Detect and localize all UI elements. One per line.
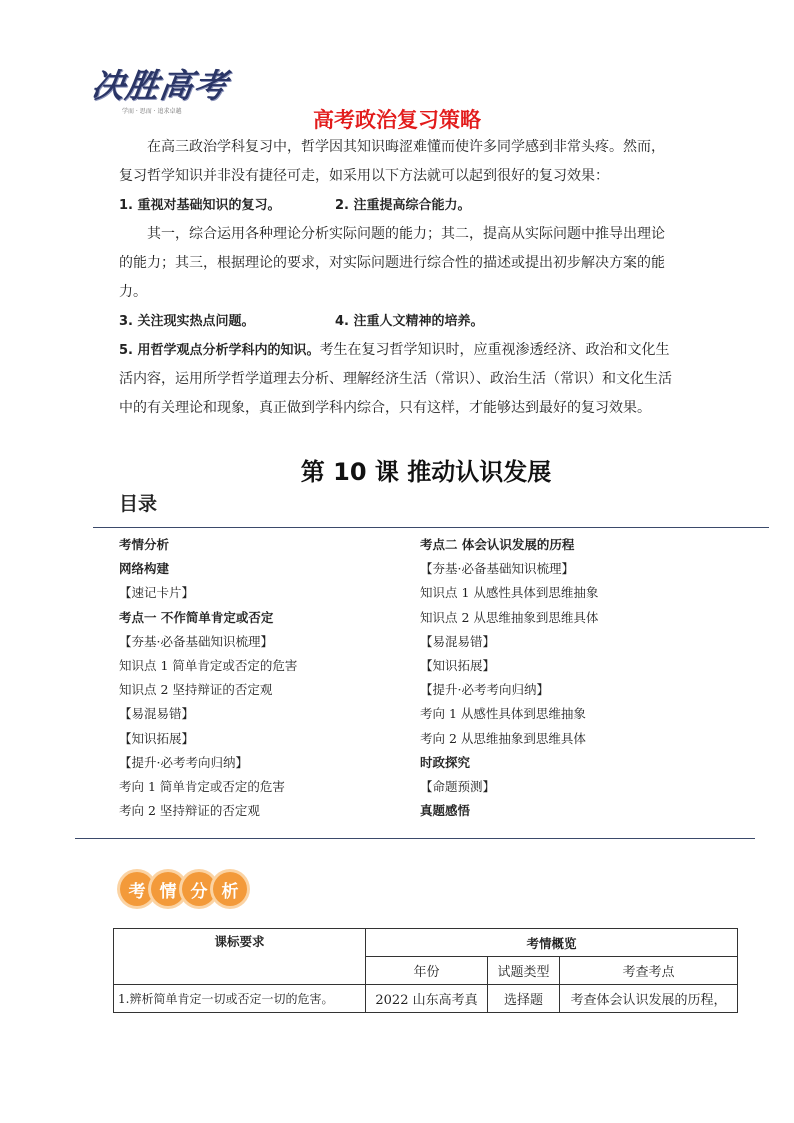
intro-section [119,133,675,423]
cell-point: 考查体会认识发展的历程， [560,985,738,1013]
divider-top [93,527,769,528]
toc-item[interactable]: 【夯基·必备基础知识梳理】 [119,633,273,649]
lesson-title: 第 10 课 推动认识发展 [300,458,552,486]
method-item-5-text: 考生在复习哲学知识时，应重视渗透经济、政治和文化生活内容，运用所学哲学道理去分析、理解经济生活（常识）、政治生活（常识）和文化生活中的有关理论和现象，真正做到学科内综合，只有这样，才能够达到最好的复习效果。 [119,342,672,416]
toc-right-column [420,533,598,823]
method-row-2 [119,307,675,336]
method-item-3: 3. 关注现实热点问题。 [119,314,255,329]
exam-analysis-table [113,928,738,1013]
badge-char: 分 [182,872,216,906]
header-overview: 考情概览 [366,929,738,957]
toc-heading: 目录 [119,493,158,515]
method-item-1: 1. 重视对基础知识的复习。 [119,198,281,213]
toc-item[interactable]: 【命题预测】 [420,779,496,795]
toc-item[interactable]: 考向 1 简单肯定或否定的危害 [119,779,285,795]
header-requirements: 课标要求 [114,929,366,985]
table-row [114,985,738,1013]
toc-item[interactable]: 考向 2 从思维抽象到思维具体 [420,730,586,746]
toc-item[interactable]: 考点二 体会认识发展的历程 [420,537,575,552]
cell-requirement: 1.辨析简单肯定一切或否定一切的危害。 [114,985,366,1013]
toc-item[interactable]: 考向 2 坚持辩证的否定观 [119,803,260,819]
page-title: 高考政治复习策略 [313,108,481,132]
toc-item[interactable]: 时政探究 [420,754,471,770]
toc-item[interactable]: 【提升·必考考向归纳】 [119,754,248,770]
toc-item[interactable]: 知识点 2 从思维抽象到思维具体 [420,609,599,625]
header-question-type: 试题类型 [488,957,560,985]
toc-item[interactable]: 知识点 1 简单肯定或否定的危害 [119,658,298,674]
toc-left-column [119,533,297,823]
toc-item[interactable]: 真题感悟 [420,803,471,819]
intro-paragraph-2: 其一，综合运用各种理论分析实际问题的能力；其二，提高从实际问题中推导出理论的能力；其三，根据理论的要求，对实际问题进行综合性的描述或提出初步解决方案的能力。 [119,226,665,300]
toc-item[interactable]: 考情分析 [119,537,170,552]
logo-subtitle: 学而 · 思而 · 追求卓越 [122,108,182,115]
method-item-2: 2. 注重提高综合能力。 [335,198,471,213]
toc-item[interactable]: 考向 1 从感性具体到思维抽象 [420,706,586,722]
cell-year: 2022 山东高考真 [366,985,488,1013]
toc-item[interactable]: 网络构建 [119,561,170,577]
toc-item[interactable]: 【速记卡片】 [119,585,195,601]
cell-type: 选择题 [488,985,560,1013]
badge-char: 考 [120,872,154,906]
method-row-1 [119,191,675,220]
section-badge-exam-analysis [120,870,244,908]
badge-char: 析 [213,872,247,906]
divider-bottom [75,838,755,839]
intro-paragraph-1: 在高三政治学科复习中，哲学因其知识晦涩难懂而使许多同学感到非常头疼。然而，复习哲学知识并非没有捷径可走，如采用以下方法就可以起到很好的复习效果： [119,139,665,184]
toc-item[interactable]: 【夯基·必备基础知识梳理】 [420,561,574,577]
method-item-5: 5. 用哲学观点分析学科内的知识。 [119,343,320,358]
toc-item[interactable]: 【知识拓展】 [420,658,496,674]
header-year: 年份 [366,957,488,985]
toc-item[interactable]: 【知识拓展】 [119,730,195,746]
toc-item[interactable]: 考点一 不作简单肯定或否定 [119,609,274,625]
toc-item[interactable]: 【易混易错】 [420,633,496,649]
intro-paragraph-3 [119,336,675,423]
header-exam-point: 考查考点 [560,957,738,985]
toc-item[interactable]: 知识点 1 从感性具体到思维抽象 [420,585,599,601]
badge-char: 情 [151,872,185,906]
method-item-4: 4. 注重人文精神的培养。 [335,314,484,329]
toc-item[interactable]: 【提升·必考考向归纳】 [420,682,549,698]
toc-item[interactable]: 【易混易错】 [119,706,195,722]
logo-text: 决胜高考 [88,66,231,105]
toc-item[interactable]: 知识点 2 坚持辩证的否定观 [119,682,273,698]
